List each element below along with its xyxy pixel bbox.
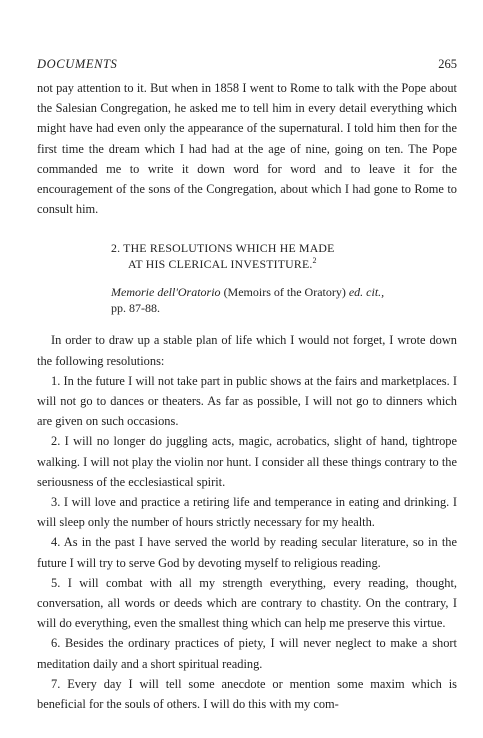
page-number: 265: [438, 57, 457, 71]
section-heading: [111, 241, 457, 272]
section-heading-line2: AT HIS CLERICAL INVESTITURE.: [128, 256, 313, 271]
source-edition: ed. cit.,: [348, 285, 385, 300]
resolution-7: 7. Every day I will tell some anecdote or mention some maxim which is beneficial for the souls of others. I will do this with my com-: [37, 676, 457, 712]
resolution-2: 2. I will no longer do juggling acts, magic, acrobatics, slight of hand, tightrope walking. I will not play the violin nor hunt. I consider all these things contrary to the seriousness of the ecclesiastical spirit.: [37, 434, 457, 489]
running-head-title: DOCUMENTS: [37, 57, 118, 71]
intro-paragraph: not pay attention to it. But when in 1858 I went to Rome to talk with the Pope about the Salesian Congregation, he asked me to tell him in every detail everything which might have had even only the appearance of the supernatural. I told him then for the first time the dream which I had had at the age of nine, going on ten. The Pope commanded me to write it down word for word and to leave it for the encouragement of the sons of the Congregation, about which I had gone to Rome to consult him.: [37, 81, 457, 217]
source-title: Memorie dell'Oratorio: [111, 285, 221, 300]
resolution-1: 1. In the future I will not take part in public shows at the fairs and marketplaces. I will not go to dances or theaters. As far as possible, I will not go to dinners which are given on such occasions.: [37, 373, 457, 429]
section-heading-line1: 2. THE RESOLUTIONS WHICH HE MADE: [111, 241, 335, 256]
source-citation: [111, 284, 457, 316]
resolution-6: 6. Besides the ordinary practices of piety, I will never neglect to make a short meditation daily and a short spiritual reading.: [37, 636, 457, 671]
body-paragraph: In order to draw up a stable plan of life which I would not forget, I wrote down the following resolutions:: [37, 333, 457, 368]
running-head: [37, 57, 457, 72]
source-translation: (Memoirs of the Oratory): [220, 285, 349, 300]
book-page: [37, 57, 457, 714]
spacer: [37, 316, 457, 330]
resolution-3: 3. I will love and practice a retiring life and temperance in eating and drinking. I will sleep only the number of hours strictly necessary for my health.: [37, 495, 457, 530]
footnote-marker: 2: [312, 256, 317, 265]
source-pages: pp. 87-88.: [111, 301, 160, 316]
section-heading-line2-wrap: [111, 257, 457, 273]
resolution-4: 4. As in the past I have served the world by reading secular literature, so in the future I will try to serve God by devoting myself to religious reading.: [37, 535, 457, 570]
resolution-5: 5. I will combat with all my strength everything, every reading, thought, conversation, all words or deeds which are contrary to chastity. On the contrary, I will do everything, even the smallest thing which can help me preserve this virtue.: [37, 575, 457, 631]
